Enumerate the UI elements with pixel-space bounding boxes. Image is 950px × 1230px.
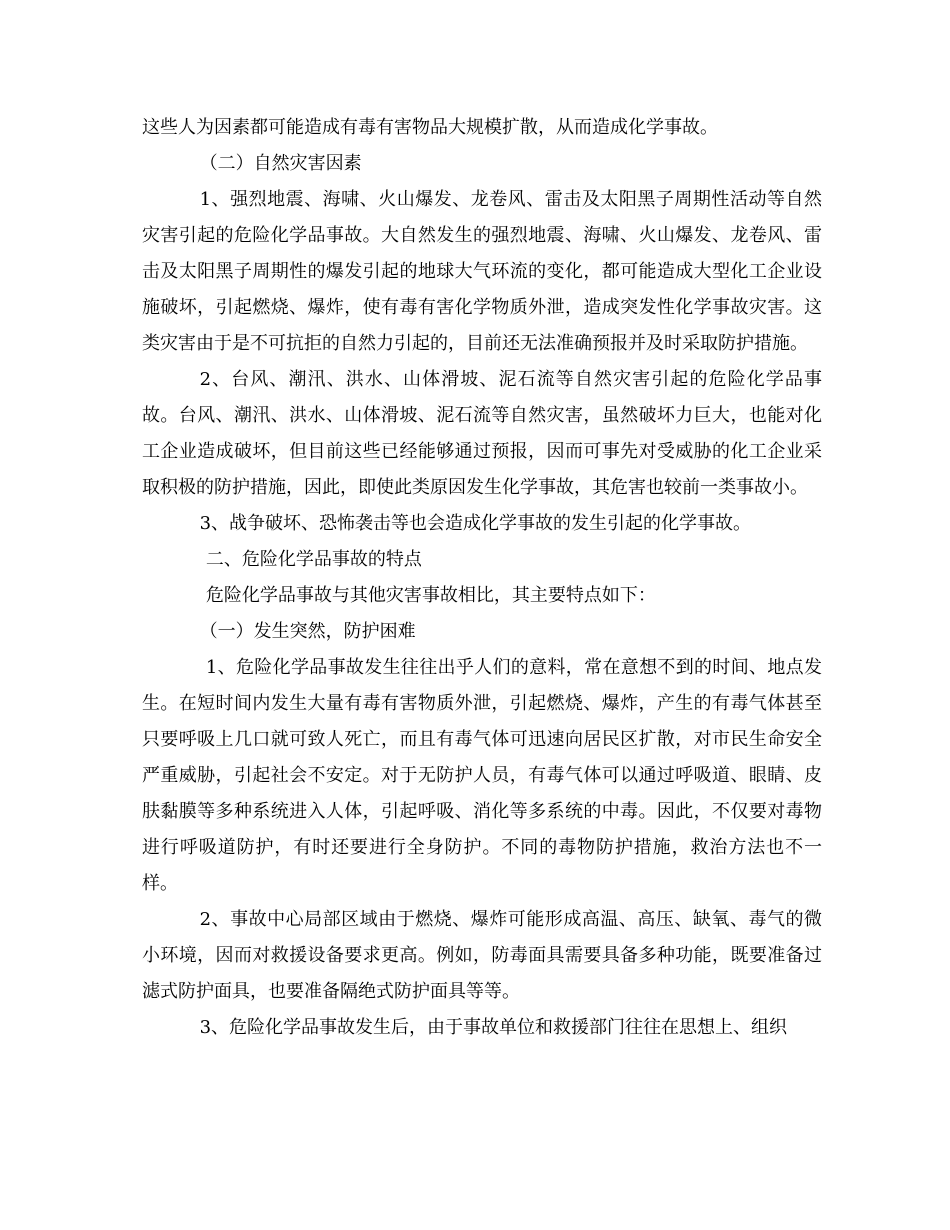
- paragraph: 2、台风、潮汛、洪水、山体滑坡、泥石流等自然灾害引起的危险化学品事故。台风、潮汛、洪水、山体滑坡、泥石流等自然灾害，虽然破坏力巨大，也能对化工企业造成破坏，但目前这些已经能够通过预报，因而可事先对受威胁的化工企业采取积极的防护措施，因此，即使此类原因发生化学事故，其危害也较前一类事故小。: [142, 369, 822, 498]
- paragraph: 1、强烈地震、海啸、火山爆发、龙卷风、雷击及太阳黑子周期性活动等自然灾害引起的危险化学品事故。大自然发生的强烈地震、海啸、火山爆发、龙卷风、雷击及太阳黑子周期性的爆发引起的地球大气环流的变化，都可能造成大型化工企业设施破坏，引起燃烧、爆炸，使有毒有害化学物质外泄，造成突发性化学事故灾害。这类灾害由于是不可抗拒的自然力引起的，目前还无法准确预报并及时采取防护措施。: [142, 189, 822, 354]
- section-heading-accident-characteristics: 二、危险化学品事故的特点: [205, 549, 422, 570]
- paragraph: 这些人为因素都可能造成有毒有害物品大规模扩散，从而造成化学事故。: [142, 117, 718, 138]
- paragraph: 3、战争破坏、恐怖袭击等也会造成化学事故的发生引起的化学事故。: [199, 513, 752, 534]
- paragraph: 2、事故中心局部区域由于燃烧、爆炸可能形成高温、高压、缺氧、毒气的微小环境，因而对救援设备要求更高。例如，防毒面具需要具备多种功能，既要准备过滤式防护面具，也要准备隔绝式防护面具等等。: [142, 909, 822, 1002]
- subsection-heading-sudden-occurrence: （一）发生突然，防护困难: [199, 621, 416, 642]
- section-heading-natural-disasters: （二）自然灾害因素: [199, 153, 362, 174]
- document-body: [142, 110, 822, 1046]
- paragraph: 危险化学品事故与其他灾害事故相比，其主要特点如下：: [205, 585, 656, 606]
- paragraph: 3、危险化学品事故发生后，由于事故单位和救援部门往往在思想上、组织: [199, 1017, 788, 1038]
- paragraph: 1、危险化学品事故发生往往出乎人们的意料，常在意想不到的时间、地点发生。在短时间内发生大量有毒有害物质外泄，引起燃烧、爆炸，产生的有毒气体甚至只要呼吸上几口就可致人死亡，而且有毒气体可迅速向居民区扩散，对市民生命安全严重威胁，引起社会不安定。对于无防护人员，有毒气体可以通过呼吸道、眼睛、皮肤黏膜等多种系统进入人体，引起呼吸、消化等多系统的中毒。因此，不仅要对毒物进行呼吸道防护，有时还要进行全身防护。不同的毒物防护措施，救治方法也不一样。: [142, 657, 822, 894]
